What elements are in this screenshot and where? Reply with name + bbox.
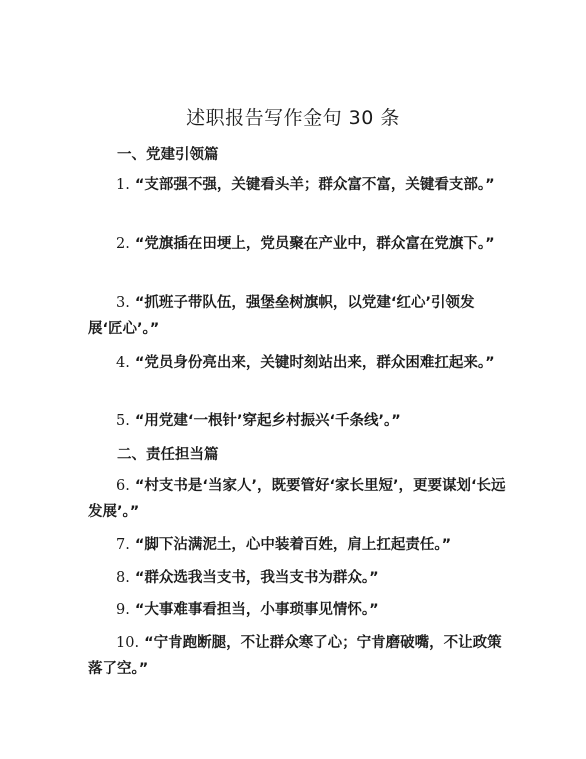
item-text: “抓班子带队伍，强堡垒树旗帜，以党建‘红心’引领发展‘匠心’。”	[88, 295, 475, 337]
item-text: “宁肯跑断腿，不让群众寒了心；宁肯磨破嘴，不让政策落了空。”	[88, 635, 502, 677]
list-item	[88, 408, 508, 434]
item-text: “群众选我当支书，我当支书为群众。”	[134, 570, 379, 586]
item-number: 2.	[116, 236, 130, 252]
section-heading-responsibility: 二、责任担当篇	[117, 447, 219, 463]
item-number: 6.	[116, 478, 130, 494]
item-number: 7.	[116, 537, 130, 553]
list-item	[88, 350, 508, 376]
list-item	[88, 290, 508, 342]
list-item	[88, 172, 508, 198]
item-number: 4.	[116, 355, 130, 371]
list-item	[88, 565, 508, 591]
list-item	[88, 597, 508, 623]
document-title: 述职报告写作金句 30 条	[186, 107, 400, 129]
item-number: 3.	[116, 295, 130, 311]
list-item	[88, 231, 508, 257]
item-number: 1.	[116, 177, 130, 193]
list-item	[88, 630, 508, 682]
item-number: 9.	[116, 602, 130, 618]
item-number: 8.	[116, 570, 130, 586]
item-text: “大事难事看担当，小事琐事见情怀。”	[134, 602, 379, 618]
item-text: “党旗插在田埂上，党员聚在产业中，群众富在党旗下。”	[134, 236, 495, 252]
item-number: 5.	[116, 413, 130, 429]
item-text: “支部强不强，关键看头羊；群众富不富，关键看支部。”	[134, 177, 495, 193]
item-text: “党员身份亮出来，关键时刻站出来，群众困难扛起来。”	[134, 355, 495, 371]
item-text: “用党建‘一根针’穿起乡村振兴‘千条线’。”	[134, 413, 401, 429]
list-item	[88, 532, 508, 558]
item-text: “村支书是‘当家人’，既要管好‘家长里短’，更要谋划‘长远发展’。”	[88, 478, 506, 520]
item-number: 10.	[116, 635, 140, 651]
item-text: “脚下沾满泥土，心中装着百姓，肩上扛起责任。”	[134, 537, 452, 553]
list-item	[88, 473, 508, 525]
section-heading-party-building: 一、党建引领篇	[117, 147, 219, 163]
